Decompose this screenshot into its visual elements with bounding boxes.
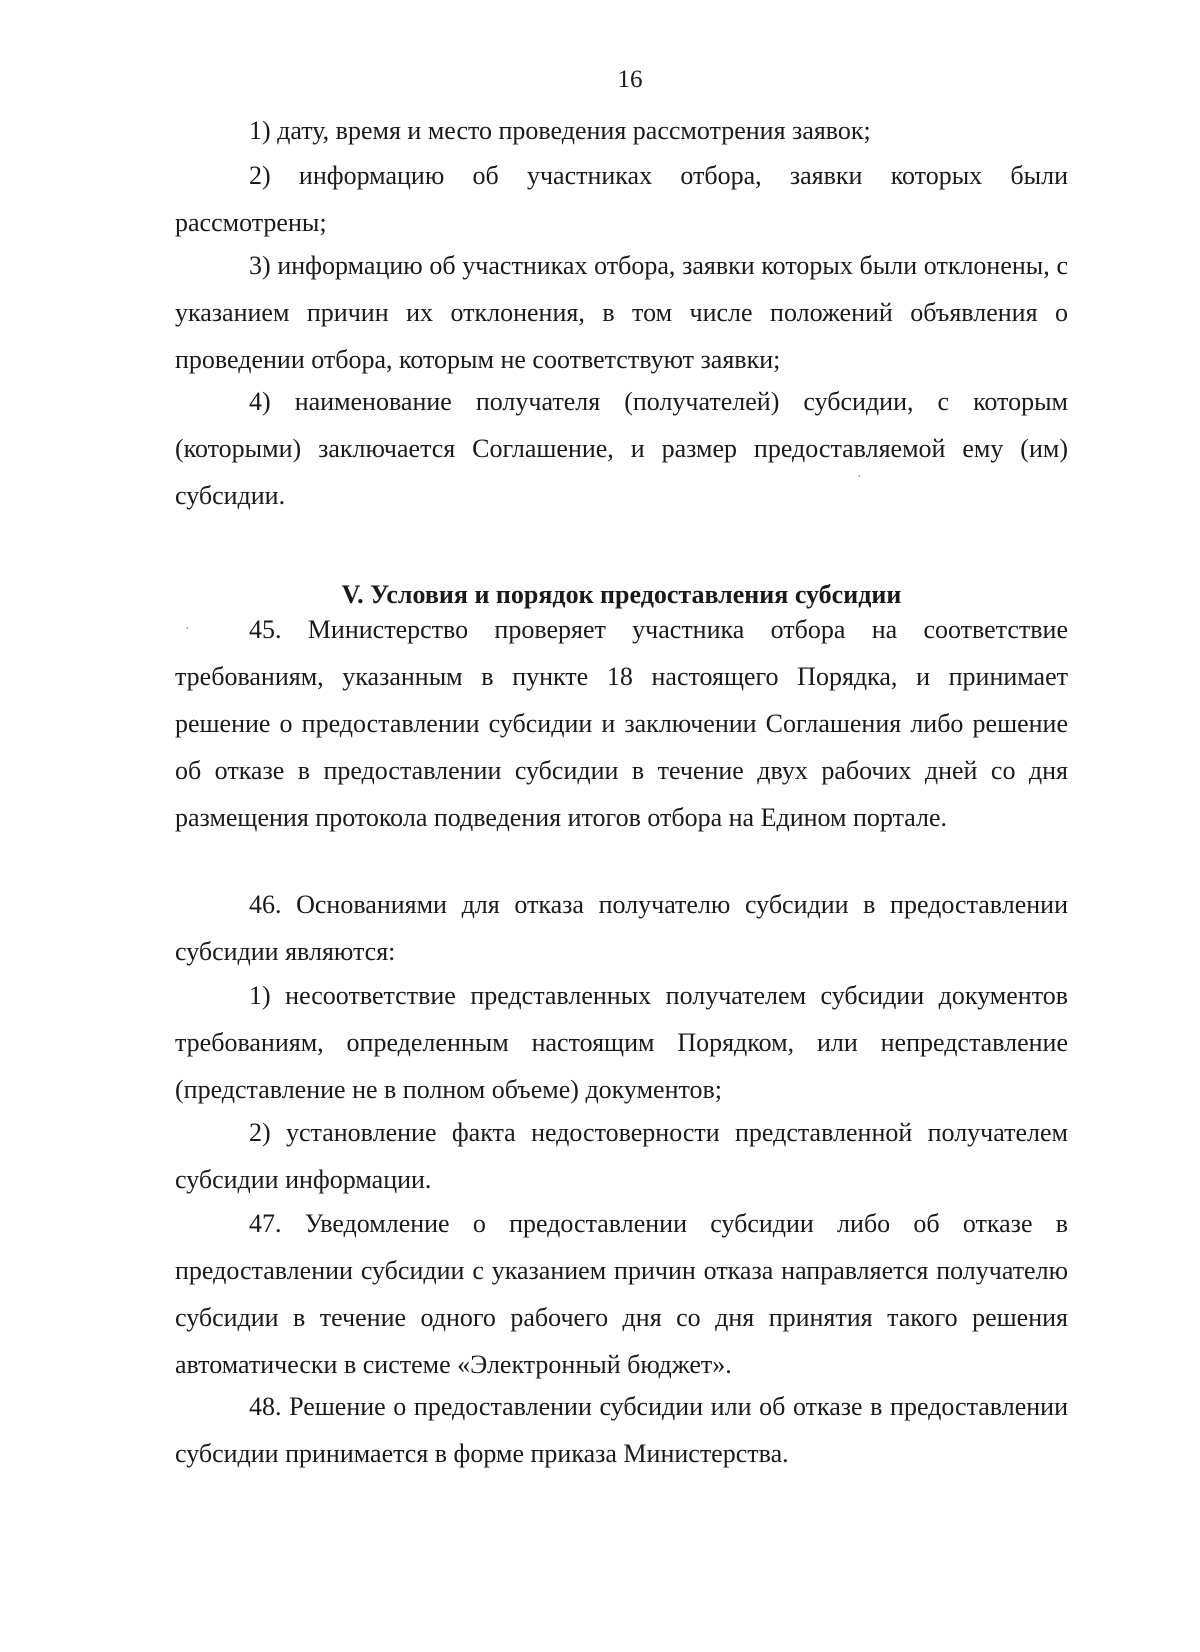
paragraph-48: 48. Решение о предоставлении субсидии или об отказе в предоставлении субсидии принимается в форме приказа Министерства. bbox=[175, 1392, 1068, 1468]
list-item: 2) информацию об участниках отбора, заявки которых были рассмотрены; bbox=[175, 161, 1068, 237]
paragraph-45: 45. Министерство проверяет участника отбора на соответствие требованиям, указанным в пункте 18 настоящего Порядка, и принимает решение о предоставлении субсидии и заключении Соглашения либо решение об отказе в предоставлении субсидии в течение двух рабочих дней со дня размещения протокола подведения итогов отбора на Едином портале. bbox=[175, 615, 1068, 832]
section-heading: V. Условия и порядок предоставления субсидии bbox=[341, 580, 902, 609]
list-item: 4) наименование получателя (получателей) субсидии, с которым (которыми) заключается Соглашение, и размер предоставляемой ему (им) субсидии. bbox=[175, 387, 1068, 510]
page-number: 16 bbox=[617, 66, 643, 93]
list-item: 3) информацию об участниках отбора, заявки которых были отклонены, с указанием причин их отклонения, в том числе положений объявления о проведении отбора, которым не соответствуют заявки; bbox=[175, 251, 1068, 374]
list-item: 1) дату, время и место проведения рассмотрения заявок; bbox=[249, 116, 871, 145]
paragraph-46-item-2: 2) установление факта недостоверности представленной получателем субсидии информации. bbox=[175, 1118, 1068, 1194]
scan-speck: · bbox=[857, 470, 862, 485]
scan-speck: · bbox=[185, 622, 190, 637]
paragraph-46-item-1: 1) несоответствие представленных получателем субсидии документов требованиям, определенным настоящим Порядком, или непредставление (представление не в полном объеме) документов; bbox=[175, 981, 1068, 1104]
paragraph-46: 46. Основаниями для отказа получателю субсидии в предоставлении субсидии являются: bbox=[175, 890, 1068, 966]
paragraph-47: 47. Уведомление о предоставлении субсидии либо об отказе в предоставлении субсидии с указанием причин отказа направляется получателю субсидии в течение одного рабочего дня со дня принятия такого решения автоматически в системе «Электронный бюджет». bbox=[175, 1209, 1068, 1379]
